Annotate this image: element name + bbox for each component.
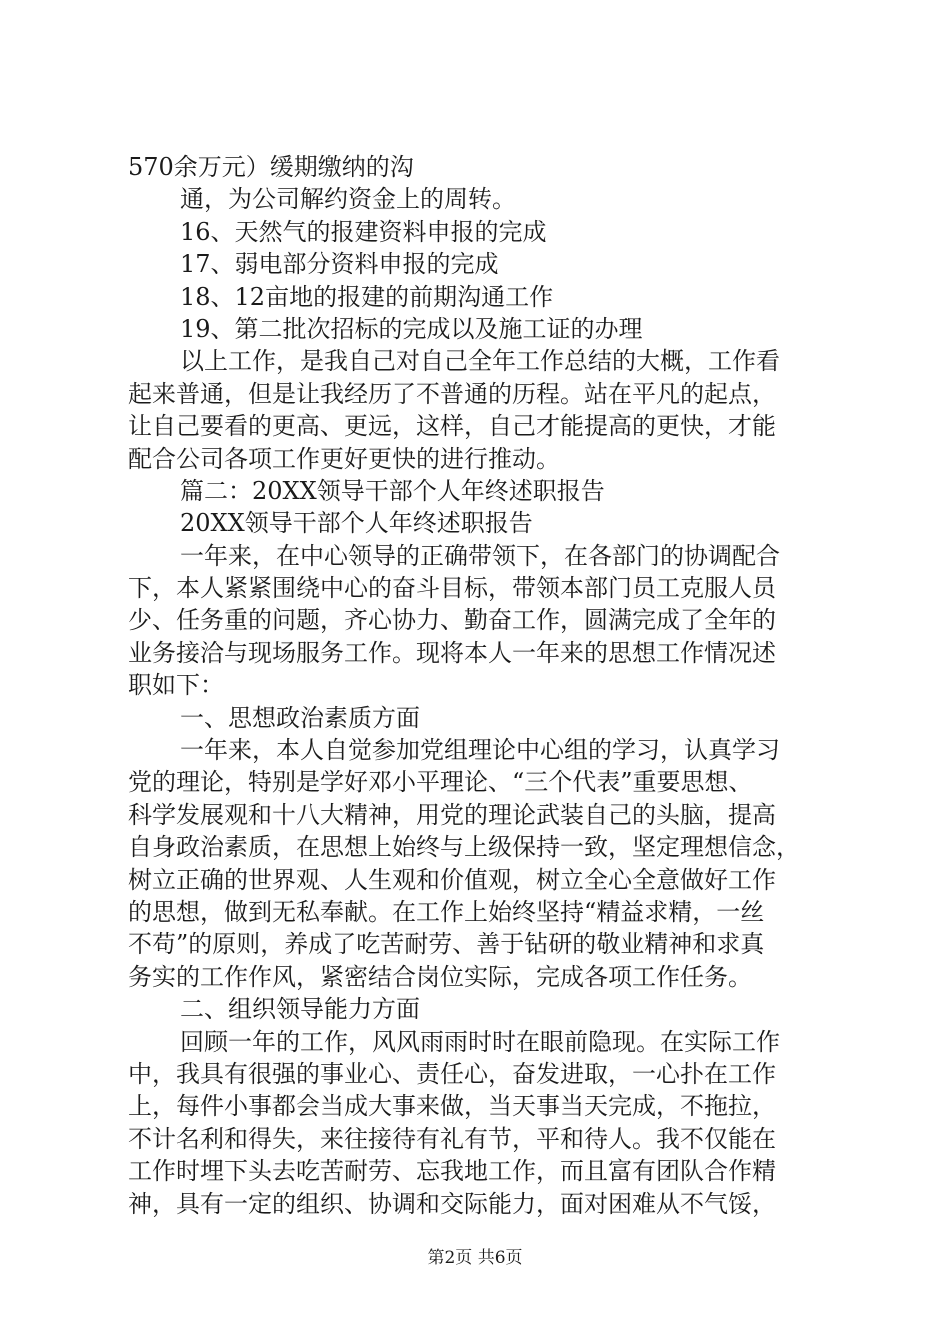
text-line: 少、任务重的问题，齐心协力、勤奋工作，圆满完成了全年的 (128, 606, 776, 635)
text-line: 通，为公司解约资金上的周转。 (180, 185, 516, 214)
text-line: 570余万元）缓期缴纳的沟 (128, 153, 414, 181)
text-line: 17、弱电部分资料申报的完成 (180, 250, 499, 279)
text-line: 让自己要看的更高、更远，这样，自己才能提高的更快，才能 (128, 412, 776, 441)
text-line: 树立正确的世界观、人生观和价值观，树立全心全意做好工作 (128, 865, 776, 894)
text-line: 不计名利和得失，来往接待有礼有节，平和待人。我不仅能在 (128, 1124, 776, 1153)
text-line: 不苟”的原则，养成了吃苦耐劳、善于钻研的敬业精神和求真 (128, 930, 765, 959)
text-line: 一年来，本人自觉参加党组理论中心组的学习，认真学习 (180, 736, 780, 765)
text-line: 16、天然气的报建资料申报的完成 (180, 217, 547, 246)
text-line: 一、思想政治素质方面 (180, 703, 420, 732)
page-footer: 第2页 共6页 (427, 1248, 523, 1268)
text-line: 以上工作，是我自己对自己全年工作总结的大概，工作看 (180, 347, 780, 376)
text-line: 自身政治素质，在思想上始终与上级保持一致，坚定理想信念， (128, 833, 800, 862)
text-line: 中，我具有很强的事业心、责任心，奋发进取，一心扑在工作 (128, 1059, 776, 1088)
text-line: 19、第二批次招标的完成以及施工证的办理 (180, 314, 643, 343)
text-line: 党的理论，特别是学好邓小平理论、“三个代表”重要思想、 (128, 768, 753, 797)
text-line: 的思想，做到无私奉献。在工作上始终坚持“精益求精，一丝 (128, 897, 765, 926)
text-line: 20XX领导干部个人年终述职报告 (180, 509, 533, 538)
text-line: 职如下： (128, 671, 224, 700)
text-line: 18、12亩地的报建的前期沟通工作 (180, 282, 554, 311)
text-line: 起来普通，但是让我经历了不普通的历程。站在平凡的起点， (128, 379, 776, 408)
text-line: 下，本人紧紧围绕中心的奋斗目标，带领本部门员工克服人员 (128, 574, 776, 603)
text-line: 神，具有一定的组织、协调和交际能力，面对困难从不气馁， (128, 1189, 776, 1218)
text-line: 业务接洽与现场服务工作。现将本人一年来的思想工作情况述 (128, 638, 776, 667)
document-body (128, 151, 848, 1220)
text-line: 篇二：20XX领导干部个人年终述职报告 (180, 476, 605, 505)
text-line: 配合公司各项工作更好更快的进行推动。 (128, 444, 560, 473)
text-line: 务实的工作作风，紧密结合岗位实际，完成各项工作任务。 (128, 962, 752, 991)
text-line: 一年来，在中心领导的正确带领下，在各部门的协调配合 (180, 541, 780, 570)
text-line: 工作时埋下头去吃苦耐劳、忘我地工作，而且富有团队合作精 (128, 1157, 776, 1186)
text-line: 科学发展观和十八大精神，用党的理论武装自己的头脑，提高 (128, 800, 776, 829)
text-line: 上，每件小事都会当成大事来做，当天事当天完成，不拖拉， (128, 1092, 776, 1121)
text-line: 回顾一年的工作，风风雨雨时时在眼前隐现。在实际工作 (180, 1027, 780, 1056)
text-line: 二、组织领导能力方面 (180, 995, 420, 1024)
